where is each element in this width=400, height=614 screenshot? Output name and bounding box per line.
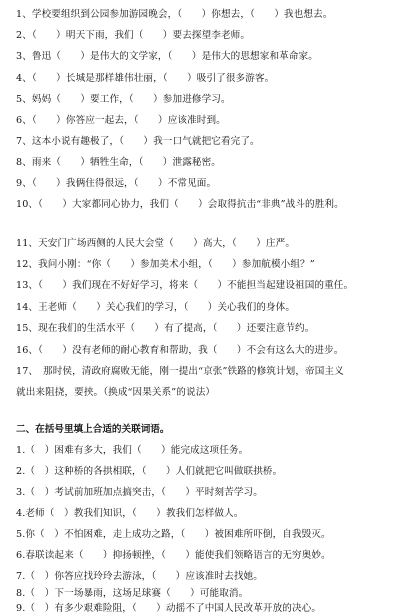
exercise-item: 8.（ ）下一场暴雨，这场足球赛（ ）可能取消。	[16, 588, 249, 599]
exercise-item: 2.（ ）这种桥的各拱相联，（ ）人们就把它叫做联拱桥。	[16, 466, 283, 477]
section-heading: 二、在括号里填上合适的关联词语。	[16, 424, 170, 435]
exercise-item: 1.（ ）困难有多大，我们（ ）能完成这项任务。	[16, 445, 249, 456]
exercise-item: 7、这本小说有趣极了，（ ）我一口气就把它看完了。	[16, 136, 260, 147]
exercise-item: 3.（ ）考试前加班加点搞突击，（ ）平时刻苦学习。	[16, 487, 263, 498]
exercise-item: 5、妈妈（ ）要工作，（ ）参加进修学习。	[16, 94, 231, 105]
exercise-item: 13、（ ）我们现在不好好学习，将来（ ）不能担当起建设祖国的重任。	[16, 280, 354, 291]
exercise-item: 4、（ ）长城是那样雄伟壮丽，（ ）吸引了很多游客。	[16, 73, 275, 84]
exercise-item: 5.你（ ）不怕困难，走上成功之路，（ ）被困难所吓倒，自我毁灭。	[16, 529, 331, 540]
exercise-item: 3、鲁迅（ ）是伟大的文学家，（ ）是伟大的思想家和革命家。	[16, 51, 318, 62]
exercise-item: 9.（ ）有多少艰难险阻，（ ）动摇不了中国人民改革开放的决心。	[16, 603, 322, 614]
exercise-item: 10、（ ）大家都同心协力，我们（ ）会取得抗击“非典”战斗的胜利。	[16, 199, 344, 210]
exercise-item: 8、雨来（ ）牺牲生命，（ ）泄露秘密。	[16, 157, 221, 168]
exercise-item: 1、学校要组织到公园参加游园晚会，（ ）你想去，（ ）我也想去。	[16, 9, 333, 20]
exercise-item: 16、（ ）没有老师的耐心教育和帮助，我（ ）不会有这么大的进步。	[16, 345, 344, 356]
cropped-top-text	[14, 0, 94, 1]
exercise-item: 17、 那时侯，清政府腐败无能，刚一提出“京张”铁路的修筑计划，帝国主义	[16, 366, 344, 377]
exercise-item: 6、（ ）你答应一起去，（ ）应该准时到。	[16, 115, 226, 126]
exercise-item: 9、（ ）我俩住得很远，（ ）不常见面。	[16, 178, 217, 189]
exercise-item: 7.（ ）你答应找玲玲去游泳，（ ）应该准时去找她。	[16, 571, 263, 582]
exercise-item: 15、现在我们的生活水平（ ）有了提高，（ ）还要注意节约。	[16, 323, 315, 334]
exercise-item: 14、王老师（ ）关心我们的学习，（ ）关心我们的身体。	[16, 302, 296, 313]
exercise-item: 11、天安门广场西侧的人民大会堂（ ）高大，（ ）庄严。	[16, 238, 296, 249]
exercise-item: 6.春联读起来（ ）抑扬顿挫，（ ）能使我们领略语言的无穷奥妙。	[16, 550, 331, 561]
exercise-item: 12、我问小刚：“你（ ）参加美术小组，（ ）参加航模小组？”	[16, 259, 315, 270]
exercise-item-continuation: 就出来阻挠，要挟。（换成“因果关系”的说法）	[16, 387, 216, 398]
exercise-item: 4.老师（ ）教我们知识，（ ）教我们怎样做人。	[16, 508, 244, 519]
exercise-item: 2、（ ）明天下雨，我们（ ）要去探望李老师。	[16, 30, 251, 41]
